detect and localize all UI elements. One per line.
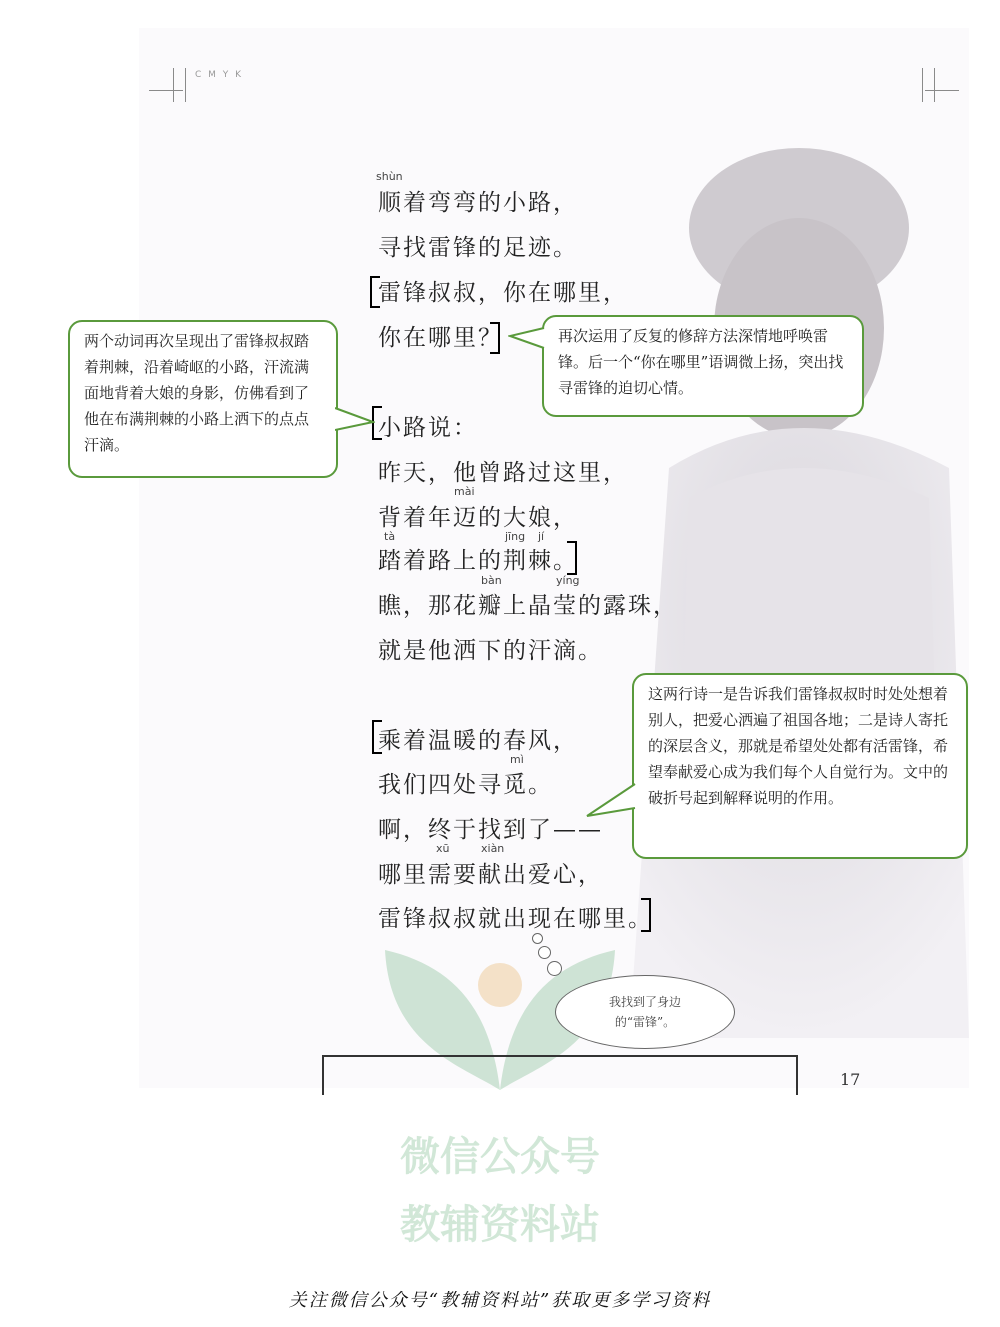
annotation-note-right-bottom <box>632 673 968 859</box>
poem-line: 瞧，那花瓣上晶莹的露珠， <box>378 593 678 619</box>
poem-line: 雷锋叔叔就出现在哪里。 <box>378 906 653 932</box>
cmyk-label: C M Y K <box>195 70 244 80</box>
pinyin-xian: xiàn <box>481 842 505 855</box>
watermark-line: 教辅资料站 <box>400 1202 600 1248</box>
thought-dot <box>538 946 551 959</box>
lei-feng-statue-image <box>629 138 969 1038</box>
annotation-text: 两个动词再次呈现出了雷锋叔叔踏着荆棘，沿着崎岖的小路，汗流满面地背着大娘的身影，仿佛看到了他在布满荆棘的小路上洒下的点点汗滴。 <box>84 332 310 454</box>
page-number: 17 <box>840 1070 861 1089</box>
pinyin-shun: shùn <box>376 170 403 183</box>
poem-line: 顺着弯弯的小路， <box>378 190 578 216</box>
bracket-close-red <box>490 322 500 354</box>
poem-line: 哪里需要献出爱心， <box>378 862 603 888</box>
pinyin-ban: bàn <box>481 574 502 587</box>
annotation-pointer <box>508 322 548 362</box>
pinyin-xu: xū <box>436 842 450 855</box>
annotation-note-left <box>68 320 338 478</box>
watermark-line: 微信公众号 <box>400 1134 600 1180</box>
annotation-text: 再次运用了反复的修辞方法深情地呼唤雷锋。后一个“你在哪里”语调微上扬，突出找寻雷锋的迫切心情。 <box>558 327 844 397</box>
poem-line: 啊，终于找到了—— <box>378 817 603 843</box>
annotation-pointer <box>335 400 375 440</box>
thought-dot <box>532 933 543 944</box>
poem-line: 乘着温暖的春风， <box>378 728 578 754</box>
poem-line: 寻找雷锋的足迹。 <box>378 235 578 261</box>
bracket-open-red <box>372 720 382 754</box>
thought-line: 的“雷锋”。 <box>614 1015 676 1029</box>
poem-line: 昨天，他曾路过这里， <box>378 460 628 486</box>
footer-text: 关注微信公众号“教辅资料站”获取更多学习资料 <box>288 1290 712 1311</box>
annotation-pointer <box>585 780 637 830</box>
poem-line: 小路说： <box>378 415 478 441</box>
next-section-frame <box>322 1055 798 1095</box>
pinyin-ta: tà <box>384 530 396 543</box>
poem-line: 我们四处寻觅。 <box>378 772 553 798</box>
bracket-close-red <box>641 898 651 932</box>
pinyin-mai: mài <box>454 485 475 498</box>
pinyin-jing: jīng <box>505 530 526 543</box>
pinyin-ji: jí <box>538 530 545 543</box>
pinyin-ying: yíng <box>556 574 580 587</box>
thought-line: 我找到了身边 <box>608 995 681 1009</box>
poem-line: 背着年迈的大娘， <box>378 505 578 531</box>
poem-line: 踏着路上的荆棘。 <box>378 548 578 574</box>
annotation-note-right-top <box>542 315 864 417</box>
bracket-close-blue <box>567 541 577 575</box>
thought-dot <box>547 961 562 976</box>
annotation-text: 这两行诗一是告诉我们雷锋叔叔时时处处想着别人，把爱心洒遍了祖国各地；二是诗人寄托的深层含义，那就是希望处处都有活雷锋，希望奉献爱心成为我们每个人自觉行为。文中的破折号起到解释说明的作用。 <box>648 685 949 807</box>
bracket-open-red <box>370 276 380 308</box>
thought-bubble <box>555 975 735 1049</box>
poem-line: 就是他洒下的汗滴。 <box>378 638 603 664</box>
poem-line: 雷锋叔叔，你在哪里， <box>378 280 628 306</box>
pinyin-mi: mì <box>510 753 524 766</box>
poem-line: 你在哪里？ <box>378 325 503 351</box>
